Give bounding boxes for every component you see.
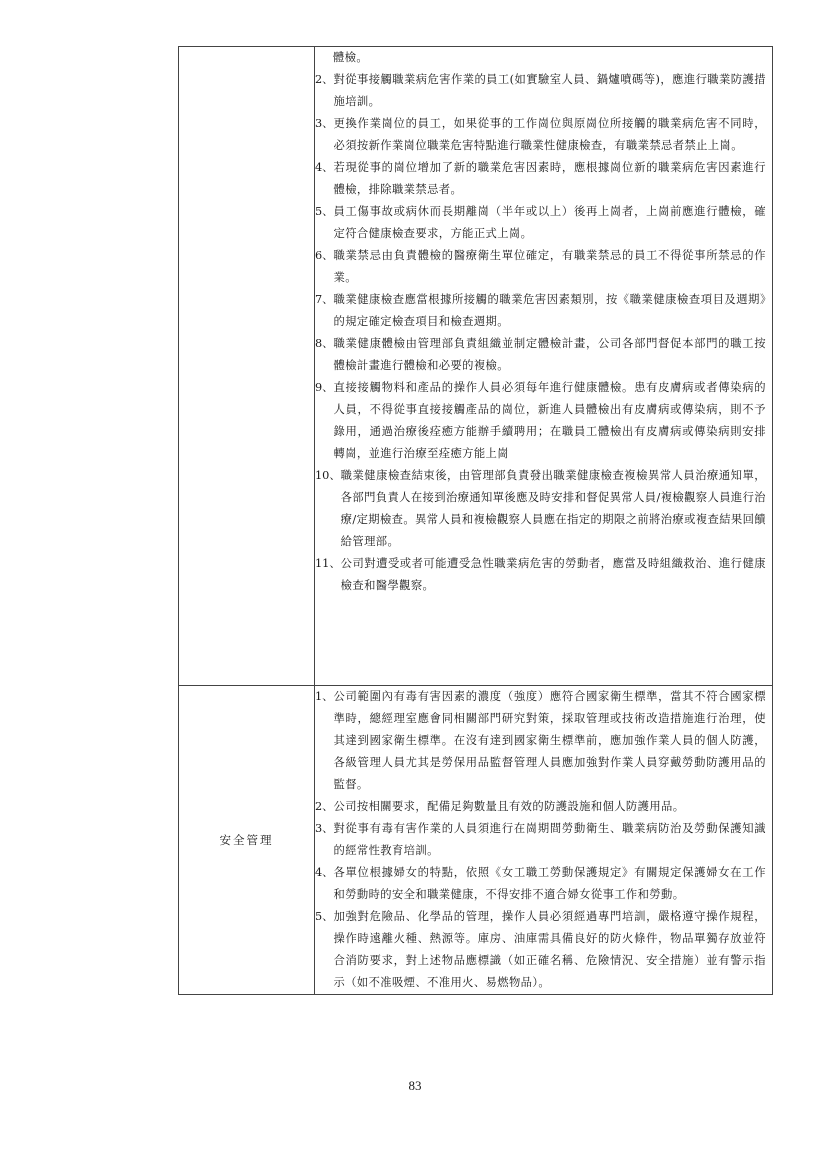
item-text: 公司按相關要求，配備足夠數量且有效的防護設施和個人防護用品。 [333,800,685,813]
list-item [315,377,772,465]
list-item [315,245,772,289]
page-number: 83 [408,1078,422,1093]
item-text: 職業健康檢查應當根據所接觸的職業危害因素類別，按《職業健康檢查項目及週期》的規定確定檢查項目和檢查週期。 [333,293,766,328]
list-item [315,157,772,201]
list-item [315,333,772,377]
item-number: 2、 [315,800,334,813]
item-text: 對從事有毒有害作業的人員須進行在崗期間勞動衛生、職業病防治及勞動保護知識的經常性教育培訓。 [333,822,766,857]
list-item [315,201,772,245]
item-number: 4、 [315,866,334,879]
list-item [315,906,772,994]
list-item [315,465,772,553]
item-number: 4、 [315,161,334,174]
table-row [179,686,773,995]
list-item [315,862,772,906]
list-item [315,289,772,333]
item-text: 公司對遭受或者可能遭受急性職業病危害的勞動者，應當及時組織救治、進行健康檢查和醫學觀察。 [340,557,766,592]
continued-text: 體檢。 [333,51,369,64]
item-list [315,686,772,994]
row-content-cell [315,47,773,686]
item-text: 公司範圍內有毒有害因素的濃度（強度）應符合國家衛生標準，當其不符合國家標準時，總經理室應會同相關部門研究對策，採取管理或技術改造措施進行治理，使其達到國家衛生標準。在沒有達到國家衛生標準前，應加強作業人員的個人防護，各級管理人員尤其是勞保用品監督管理人員應加強對作業人員穿戴勞動防護用品的監督。 [333,690,766,791]
row-label-cell [179,47,315,686]
list-item [315,818,772,862]
item-number: 3、 [315,822,334,835]
list-item [315,69,772,113]
list-item [315,553,772,597]
item-text: 各單位根據婦女的特點，依照《女工職工勞動保護規定》有關規定保護婦女在工作和勞動時的安全和職業健康，不得安排不適合婦女從事工作和勞動。 [333,866,766,901]
item-number: 10、 [315,469,341,482]
item-number: 6、 [315,249,334,262]
list-item [315,113,772,157]
regulation-table [178,46,773,995]
item-text: 對從事接觸職業病危害作業的員工(如實驗室人員、鍋爐噴碼等)，應進行職業防護措施培訓。 [333,73,766,108]
item-number: 11、 [315,557,341,570]
item-list [315,69,772,597]
item-number: 1、 [315,690,334,703]
item-number: 5、 [315,205,334,218]
list-item [315,796,772,818]
item-number: 5、 [315,910,334,923]
item-text: 更換作業崗位的員工，如果從事的工作崗位與原崗位所接觸的職業病危害不同時，必須按新作業崗位職業危害特點進行職業性健康檢查，有職業禁忌者禁止上崗。 [333,117,766,152]
item-text: 員工傷事故或病休而長期離崗（半年或以上）後再上崗者，上崗前應進行體檢，確定符合健康檢查要求，方能正式上崗。 [333,205,766,240]
item-text: 職業健康體檢由管理部負責組織並制定體檢計畫，公司各部門督促本部門的職工按體檢計畫進行體檢和必要的複檢。 [333,337,766,372]
table-row [179,47,773,686]
item-number: 8、 [315,337,334,350]
item-number: 2、 [315,73,334,86]
item-number: 9、 [315,381,334,394]
list-item [315,686,772,796]
item-number: 3、 [315,117,334,130]
item-text: 若現從事的崗位增加了新的職業危害因素時，應根據崗位新的職業病危害因素進行體檢，排除職業禁忌者。 [333,161,766,196]
item-text: 直接接觸物料和產品的操作人員必須每年進行健康體檢。患有皮膚病或者傳染病的人員，不得從事直接接觸產品的崗位，新進人員體檢出有皮膚病或傳染病，則不予錄用，通過治療後痊癒方能辦手續聘用；在職員工體檢出有皮膚病或傳染病則安排轉崗，並進行治療至痊癒方能上崗 [333,381,766,460]
row-label-cell: 安全管理 [179,686,315,995]
item-text: 職業健康檢查結束後，由管理部負責發出職業健康檢查複檢異常人員治療通知單，各部門負責人在接到治療通知單後應及時安排和督促異常人員/複檢觀察人員進行治療/定期檢查。異常人員和複檢觀察人員應在指定的期限之前將治療或複查結果回饋給管理部。 [340,469,766,548]
item-number: 7、 [315,293,334,306]
item-text: 加強對危險品、化學品的管理，操作人員必須經過專門培訓，嚴格遵守操作規程，操作時遠離火種、熱源等。庫房、油庫需具備良好的防火條件，物品單獨存放並符合消防要求，對上述物品應標識（如正確名稱、危險情況、安全措施）並有警示指示（如不准吸煙、不准用火、易燃物品）。 [333,910,766,989]
item-text: 職業禁忌由負責體檢的醫療衛生單位確定，有職業禁忌的員工不得從事所禁忌的作業。 [333,249,766,284]
row-content-cell [315,686,773,995]
